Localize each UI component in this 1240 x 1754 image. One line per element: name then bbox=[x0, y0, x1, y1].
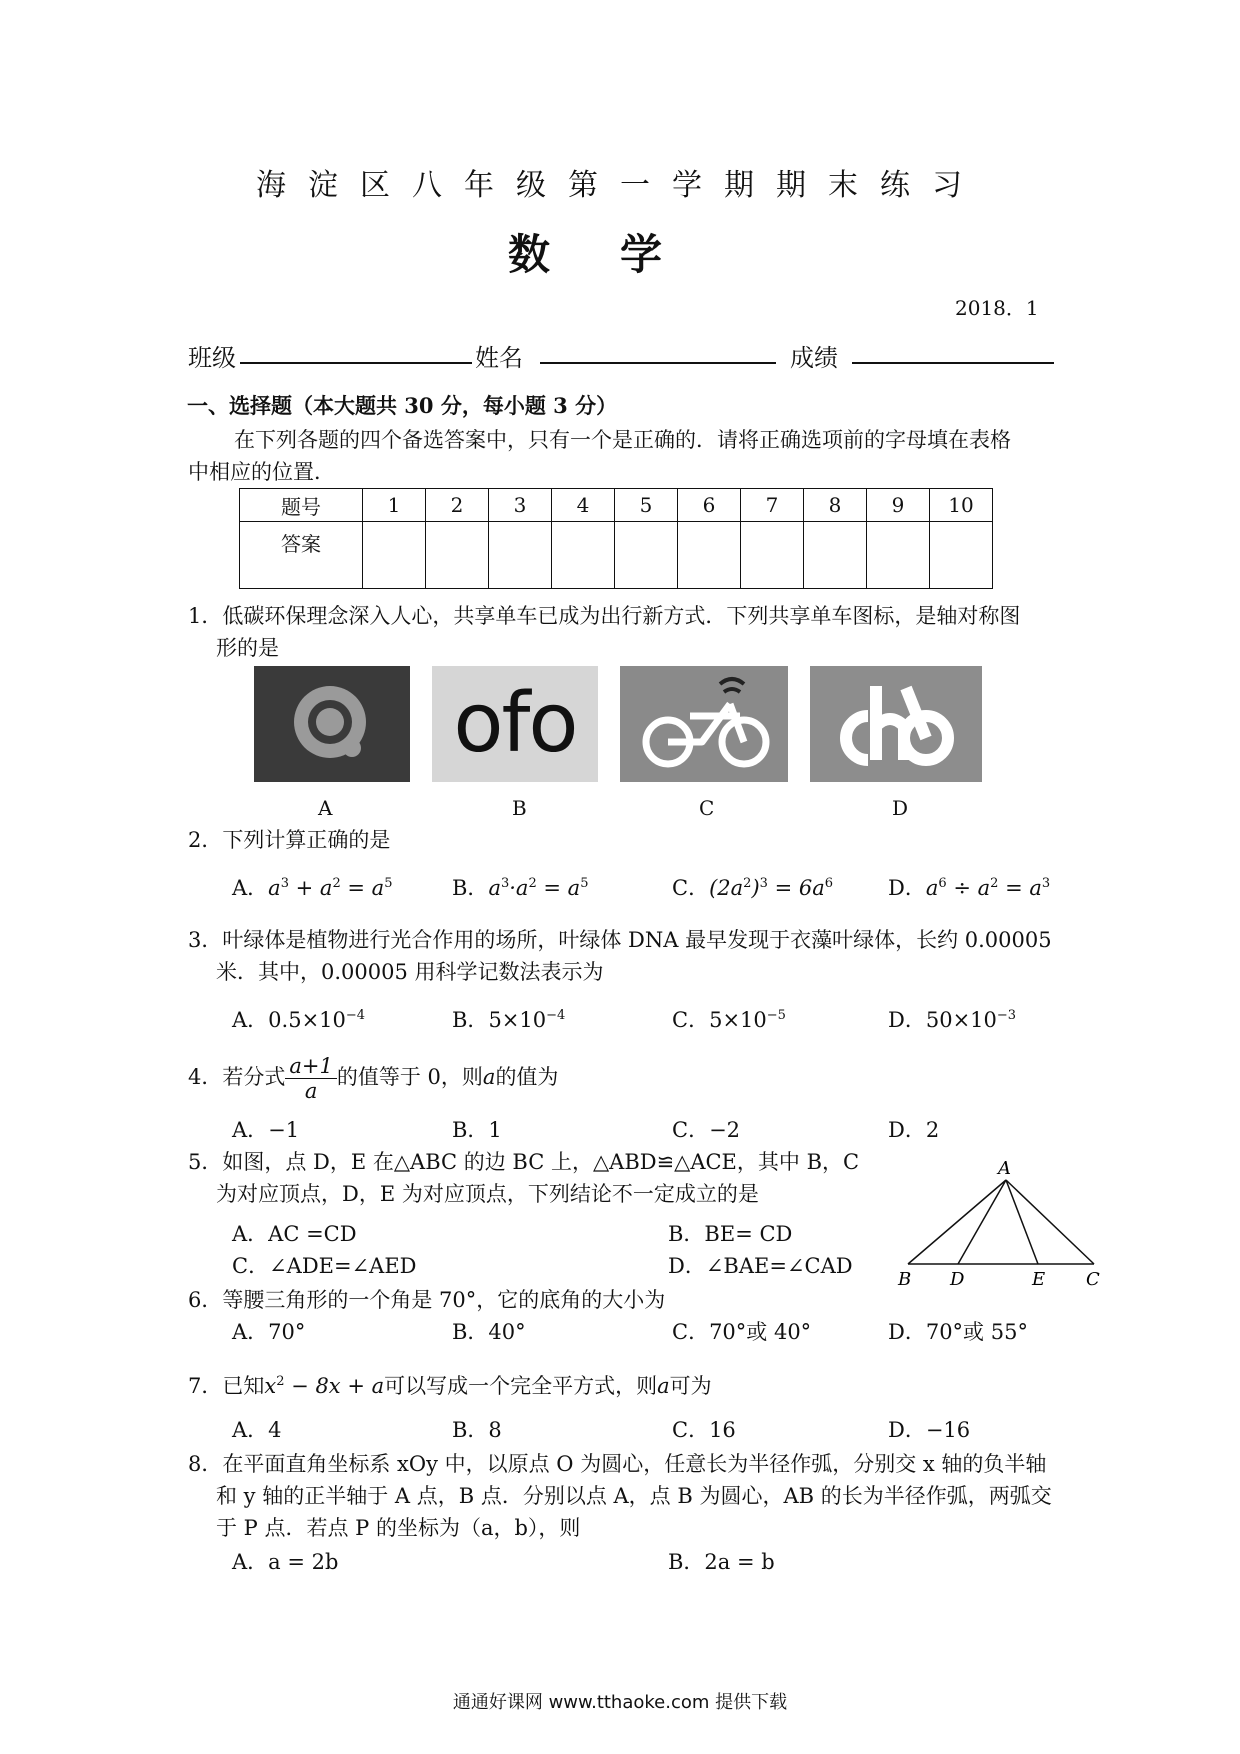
exam-date: 2018．1 bbox=[955, 296, 1039, 320]
logo-b bbox=[432, 666, 598, 782]
q1-line1: 1．低碳环保理念深入人心，共享单车已成为出行新方式．下列共享单车图标，是轴对称图 bbox=[188, 604, 1021, 628]
q2-option-b: B．$a^3\cdot a^2 = a^5$ bbox=[452, 876, 589, 900]
q4-option-c: C．−2 bbox=[672, 1118, 741, 1142]
table-header-label: 题号 bbox=[240, 489, 363, 522]
table-number: 10 bbox=[930, 489, 993, 522]
q7-option-c: C．16 bbox=[672, 1418, 736, 1442]
q8-line1: 8．在平面直角坐标系 xOy 中，以原点 O 为圆心，任意长为半径作弧，分别交 x 轴的负半轴 bbox=[188, 1452, 1047, 1476]
logo-d bbox=[810, 666, 982, 782]
q4-option-b: B．1 bbox=[452, 1118, 502, 1142]
q6-option-d: D．70°或 55° bbox=[888, 1320, 1028, 1344]
q1-line2: 形的是 bbox=[216, 636, 279, 660]
q4-option-a: A．−1 bbox=[232, 1118, 300, 1142]
table-number: 5 bbox=[615, 489, 678, 522]
q3-option-d: D．$50\times 10^{-3}$ bbox=[888, 1008, 1017, 1032]
q4-option-d: D．2 bbox=[888, 1118, 940, 1142]
name-label: 姓名 bbox=[475, 344, 523, 372]
q3-line1: 3．叶绿体是植物进行光合作用的场所，叶绿体 DNA 最早发现于衣藻叶绿体，长约 0.00005 bbox=[188, 928, 1052, 952]
logo-label-c: C bbox=[699, 796, 715, 820]
answer-cell[interactable] bbox=[615, 522, 678, 589]
score-blank bbox=[852, 338, 1054, 364]
exam-title: 海淀区八年级第一学期期末练习 bbox=[256, 168, 984, 203]
logo-label-b: B bbox=[512, 796, 527, 820]
answer-cell[interactable] bbox=[489, 522, 552, 589]
label-e: E bbox=[1032, 1269, 1046, 1290]
q3-option-b: B．$5\times 10^{-4}$ bbox=[452, 1008, 566, 1032]
section-heading: 一、选择题（本大题共 30 分，每小题 3 分） bbox=[187, 393, 618, 418]
answer-cell[interactable] bbox=[804, 522, 867, 589]
answer-cell[interactable] bbox=[867, 522, 930, 589]
table-number: 8 bbox=[804, 489, 867, 522]
q3-line2: 米．其中，0.00005 用科学记数法表示为 bbox=[216, 960, 604, 984]
q2-option-c: C．$(2a^2)^3 = 6a^6$ bbox=[672, 876, 834, 900]
logo-a bbox=[254, 666, 410, 782]
q5-option-d: D．∠BAE=∠CAD bbox=[668, 1254, 853, 1278]
q5-option-b: B．BE= CD bbox=[668, 1222, 793, 1246]
class-label: 班级 bbox=[188, 344, 236, 372]
q6-option-a: A．70° bbox=[232, 1320, 306, 1344]
q5-line1: 5．如图，点 D，E 在△ABC 的边 BC 上，△ABD≌△ACE，其中 B，C bbox=[188, 1150, 860, 1174]
table-number: 1 bbox=[363, 489, 426, 522]
table-number: 9 bbox=[867, 489, 930, 522]
q5-option-a: A．AC =CD bbox=[232, 1222, 357, 1246]
ofo-logo-text: ofo bbox=[453, 676, 577, 771]
q8-line3: 于 P 点．若点 P 的坐标为（a，b），则 bbox=[216, 1516, 581, 1540]
q5-option-c: C．∠ADE=∠AED bbox=[232, 1254, 417, 1278]
logo-label-a: A bbox=[318, 796, 333, 820]
bicycle-icon bbox=[620, 666, 788, 782]
q6-option-b: B．40° bbox=[452, 1320, 526, 1344]
q7-option-a: A．4 bbox=[232, 1418, 282, 1442]
q6-option-c: C．70°或 40° bbox=[672, 1320, 812, 1344]
logo-c bbox=[620, 666, 788, 782]
table-answer-label: 答案 bbox=[240, 522, 363, 589]
table-number: 6 bbox=[678, 489, 741, 522]
table-number: 7 bbox=[741, 489, 804, 522]
instruction-line2: 中相应的位置． bbox=[188, 460, 335, 484]
label-a: A bbox=[998, 1158, 1011, 1179]
q2-stem: 2．下列计算正确的是 bbox=[188, 828, 391, 852]
q8-line2: 和 y 轴的正半轴于 A 点，B 点．分别以点 A，点 B 为圆心，AB 的长为半径作弧，两弧交 bbox=[216, 1484, 1052, 1508]
table-number: 2 bbox=[426, 489, 489, 522]
q3-option-a: A．$0.5\times 10^{-4}$ bbox=[232, 1008, 366, 1032]
class-blank bbox=[240, 338, 472, 364]
answer-cell[interactable] bbox=[363, 522, 426, 589]
q2-option-a: A．$a^3 + a^2 = a^5$ bbox=[232, 876, 393, 900]
q7-option-b: B．8 bbox=[452, 1418, 502, 1442]
q5-line2: 为对应顶点，D，E 为对应顶点，下列结论不一定成立的是 bbox=[216, 1182, 759, 1206]
label-d: D bbox=[950, 1269, 965, 1290]
answer-cell[interactable] bbox=[741, 522, 804, 589]
table-number: 3 bbox=[489, 489, 552, 522]
q6-stem: 6．等腰三角形的一个角是 70°，它的底角的大小为 bbox=[188, 1288, 666, 1312]
answer-cell[interactable] bbox=[426, 522, 489, 589]
q8-option-a: A．a = 2b bbox=[232, 1550, 339, 1574]
label-b: B bbox=[898, 1269, 912, 1290]
q7-stem: 7．已知$x^2 - 8x + a$可以写成一个完全平方式，则a可为 bbox=[188, 1374, 712, 1398]
q8-option-b: B．2a = b bbox=[668, 1550, 775, 1574]
answer-cell[interactable] bbox=[678, 522, 741, 589]
fraction: $\frac{a+1}{a}$ bbox=[285, 1054, 336, 1103]
answer-table bbox=[239, 488, 993, 589]
q2-option-d: D．$a^6 \div a^2 = a^3$ bbox=[888, 876, 1051, 900]
q4-stem: 4．若分式 $\frac{a+1}{a}$ 的值等于 0，则a的值为 bbox=[188, 1054, 559, 1103]
instruction-line1: 在下列各题的四个备选答案中，只有一个是正确的．请将正确选项前的字母填在表格 bbox=[234, 428, 1011, 452]
label-c: C bbox=[1086, 1269, 1100, 1290]
triangle-figure bbox=[890, 1152, 1120, 1292]
answer-cell[interactable] bbox=[930, 522, 993, 589]
answer-cell[interactable] bbox=[552, 522, 615, 589]
name-blank bbox=[540, 338, 776, 364]
logo-label-d: D bbox=[892, 796, 909, 820]
footer: 通通好课网 www.tthaoke.com 提供下载 bbox=[452, 1692, 788, 1713]
score-label: 成绩 bbox=[790, 344, 838, 372]
hello-bike-icon bbox=[810, 666, 982, 782]
q-logo-icon bbox=[254, 666, 410, 782]
q3-option-c: C．$5\times 10^{-5}$ bbox=[672, 1008, 786, 1032]
subject-title: 数学 bbox=[507, 230, 732, 279]
q7-option-d: D．−16 bbox=[888, 1418, 971, 1442]
table-number: 4 bbox=[552, 489, 615, 522]
